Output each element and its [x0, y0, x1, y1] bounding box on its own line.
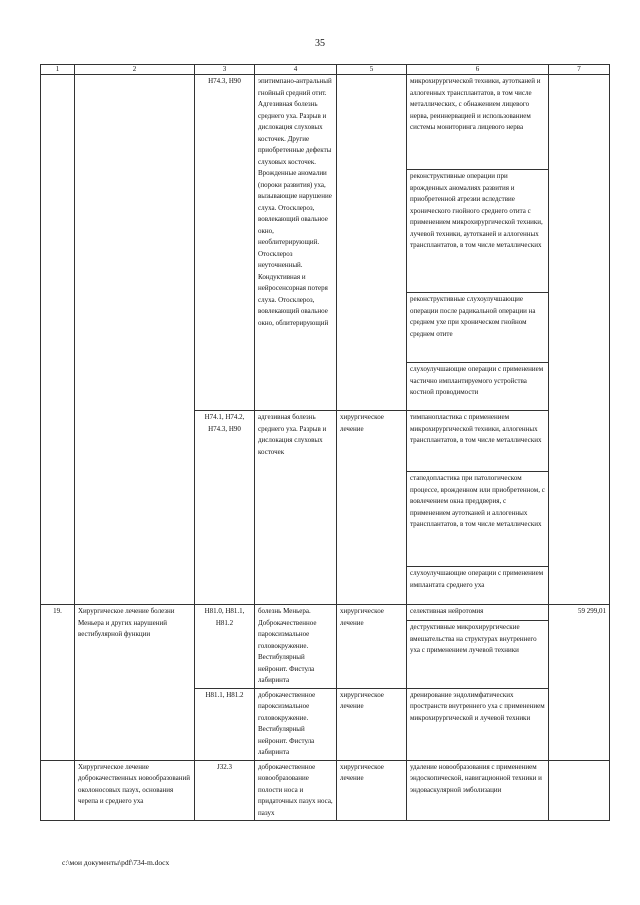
- col-header: 7: [549, 65, 610, 75]
- method: реконструктивные операции при врожденных аномалиях развития и приобретенной атрезии вследствие хронического гнойного среднего отита с применением микрохирургической техники, лучевой техники, аутотканей и аллогенных трансплантатов, в том числе металлических: [407, 170, 549, 293]
- diagnosis: эпитимпано-антральный гнойный средний отит. Адгезивная болезнь среднего уха. Разрыв и дислокация слуховых косточек. Другие приобретенные дефекты слуховых косточек. Врожденные аномалии (пороки развития) уха, вызывающие нарушение слуха. Отосклероз, вовлекающий овальное окно, необлитерирующий. Отосклероз неуточненный. Кондуктивная и нейросенсорная потеря слуха. Отосклероз, вовлекающий овальное окно, облитерирующий: [255, 75, 337, 411]
- method: реконструктивные слухоулучшающие операции после радикальной операции на среднем ухе при хроническом гнойном среднем отите: [407, 293, 549, 363]
- col-header: 4: [255, 65, 337, 75]
- cost: 59 299,01: [549, 605, 610, 761]
- method: слухоулучшающие операции с применением частично имплантируемого устройства костной проводимости: [407, 363, 549, 411]
- treatment-type: хирургическое лечение: [337, 760, 407, 821]
- col-header: 6: [407, 65, 549, 75]
- file-path-footer: c:\мои документы\pdf\734-m.docx: [62, 858, 170, 867]
- row-number: 19.: [41, 605, 75, 761]
- table-row: [41, 605, 610, 621]
- header-row: [41, 65, 610, 75]
- icd-codes: H74.3, H90: [195, 75, 255, 411]
- col-header: 5: [337, 65, 407, 75]
- method: селективная нейротомия: [407, 605, 549, 621]
- method: деструктивные микрохирургические вмешательства на структурах внутреннего уха с применением лучевой техники: [407, 621, 549, 688]
- diagnosis: болезнь Меньера. Доброкачественное пароксизмальное головокружение. Вестибулярный нейронит. Фистула лабиринта: [255, 605, 337, 689]
- diagnosis: адгезивная болезнь среднего уха. Разрыв и дислокация слуховых косточек: [255, 411, 337, 605]
- table-row: [41, 760, 610, 821]
- icd-codes: H81.0, H81.1, H81.2: [195, 605, 255, 689]
- treatment-type: хирургическое лечение: [337, 688, 407, 760]
- method: дренирование эндолимфатических пространств внутреннего уха с применением микрохирургической и лучевой техники: [407, 688, 549, 760]
- treatment-type: хирургическое лечение: [337, 605, 407, 689]
- treatment-type: хирургическое лечение: [337, 411, 407, 605]
- col-header: 1: [41, 65, 75, 75]
- method: стапедопластика при патологическом процессе, врожденном или приобретенном, с вовлечением окна преддверия, с применением аутотканей и аллогенных трансплантатов, в том числе металлических: [407, 472, 549, 567]
- diagnosis: доброкачественное пароксизмальное головокружение. Вестибулярный нейронит. Фистула лабиринта: [255, 688, 337, 760]
- procedure-name: Хирургическое лечение доброкачественных новообразований околоносовых пазух, основания черепа и среднего уха: [75, 760, 195, 821]
- procedure-name: Хирургическое лечение болезни Меньера и других нарушений вестибулярной функции: [75, 605, 195, 761]
- icd-codes: H81.1, H81.2: [195, 688, 255, 760]
- icd-codes: J32.3: [195, 760, 255, 821]
- page-number: 35: [315, 38, 325, 49]
- table-row: [41, 75, 610, 170]
- method: тимпанопластика с применением микрохирургической техники, аллогенных трансплантатов, в том числе металлических: [407, 411, 549, 472]
- col-header: 2: [75, 65, 195, 75]
- method: слухоулучшающие операции с применением имплантата среднего уха: [407, 567, 549, 605]
- col-header: 3: [195, 65, 255, 75]
- procedures-table: [40, 64, 610, 821]
- icd-codes: H74.1, H74.2, H74.3, H90: [195, 411, 255, 605]
- method: удаление новообразования с применением эндоскопической, навигационной техники и эндоваскулярной эмболизации: [407, 760, 549, 821]
- diagnosis: доброкачественное новообразование полости носа и придаточных пазух носа, пазух: [255, 760, 337, 821]
- method: микрохирургической техники, аутотканей и аллогенных трансплантатов, в том числе металлических, с обнажением лицевого нерва, реиннервацией и использованием системы мониторинга лицевого нерва: [407, 75, 549, 170]
